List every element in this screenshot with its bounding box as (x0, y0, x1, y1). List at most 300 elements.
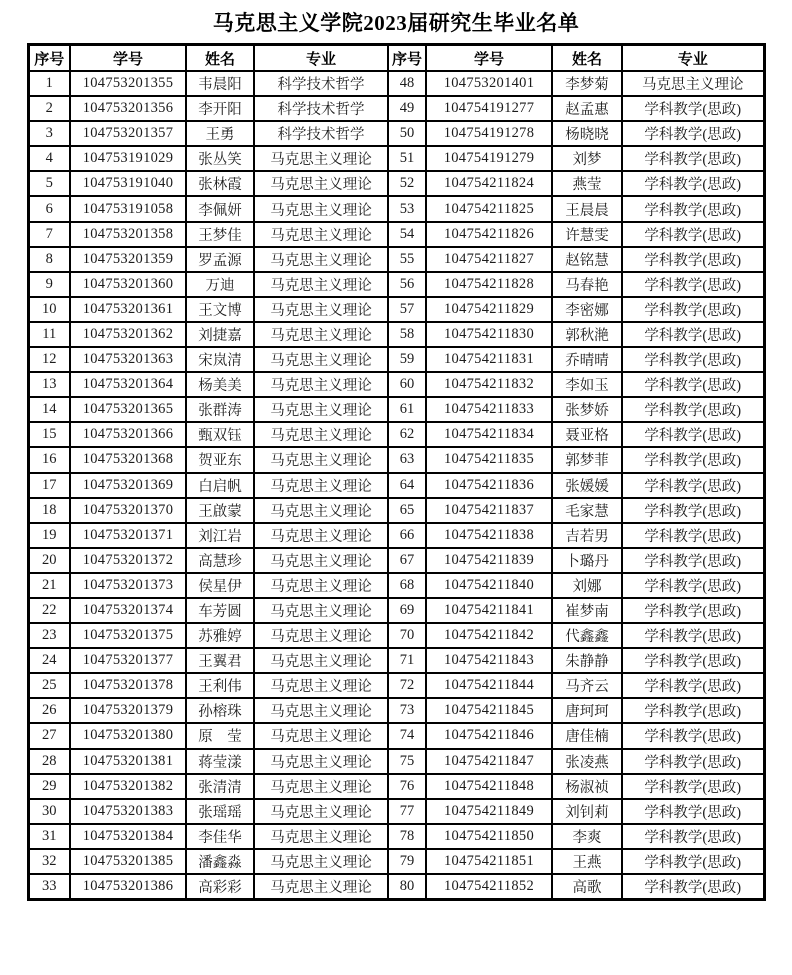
cell-name-right: 马春艳 (552, 272, 622, 297)
table-row (28, 824, 764, 849)
cell-student-id-left: 104753201380 (70, 723, 186, 748)
cell-seq-right: 65 (388, 498, 426, 523)
cell-name-left: 高彩彩 (186, 874, 254, 900)
cell-major-left: 马克思主义理论 (254, 297, 388, 322)
cell-student-id-left: 104753201360 (70, 272, 186, 297)
cell-student-id-left: 104753201371 (70, 523, 186, 548)
header-major-left: 专业 (254, 45, 388, 72)
cell-student-id-left: 104753201363 (70, 347, 186, 372)
cell-student-id-left: 104753201381 (70, 749, 186, 774)
cell-seq-right: 73 (388, 698, 426, 723)
table-row (28, 447, 764, 472)
cell-seq-left: 26 (28, 698, 70, 723)
table-row (28, 272, 764, 297)
cell-seq-right: 67 (388, 548, 426, 573)
cell-student-id-right: 104754211842 (426, 623, 552, 648)
cell-student-id-left: 104753201365 (70, 397, 186, 422)
cell-major-left: 马克思主义理论 (254, 447, 388, 472)
cell-major-right: 学科教学(思政) (622, 573, 764, 598)
cell-major-right: 学科教学(思政) (622, 272, 764, 297)
cell-seq-left: 31 (28, 824, 70, 849)
table-row (28, 874, 764, 900)
cell-student-id-right: 104754211827 (426, 247, 552, 272)
cell-student-id-left: 104753201356 (70, 96, 186, 121)
cell-name-left: 李佳华 (186, 824, 254, 849)
cell-seq-left: 9 (28, 272, 70, 297)
cell-name-right: 李爽 (552, 824, 622, 849)
cell-major-left: 马克思主义理论 (254, 749, 388, 774)
cell-major-right: 学科教学(思政) (622, 196, 764, 221)
cell-major-right: 学科教学(思政) (622, 347, 764, 372)
cell-name-left: 张清清 (186, 774, 254, 799)
cell-major-right: 学科教学(思政) (622, 297, 764, 322)
cell-major-right: 学科教学(思政) (622, 749, 764, 774)
cell-seq-right: 51 (388, 146, 426, 171)
cell-major-right: 学科教学(思政) (622, 171, 764, 196)
cell-student-id-right: 104754211843 (426, 648, 552, 673)
cell-major-left: 马克思主义理论 (254, 422, 388, 447)
cell-student-id-left: 104753201369 (70, 473, 186, 498)
table-header (28, 45, 764, 72)
cell-name-right: 许慧雯 (552, 222, 622, 247)
cell-name-left: 张瑶瑶 (186, 799, 254, 824)
cell-major-left: 马克思主义理论 (254, 849, 388, 874)
cell-major-left: 科学技术哲学 (254, 96, 388, 121)
cell-seq-left: 5 (28, 171, 70, 196)
cell-seq-right: 74 (388, 723, 426, 748)
cell-seq-left: 1 (28, 71, 70, 96)
table-row (28, 498, 764, 523)
cell-name-left: 贺亚东 (186, 447, 254, 472)
cell-student-id-left: 104753201359 (70, 247, 186, 272)
cell-seq-left: 7 (28, 222, 70, 247)
cell-name-left: 王梦佳 (186, 222, 254, 247)
cell-major-right: 学科教学(思政) (622, 648, 764, 673)
cell-name-right: 刘钊莉 (552, 799, 622, 824)
cell-seq-right: 70 (388, 623, 426, 648)
cell-name-left: 李佩妍 (186, 196, 254, 221)
cell-seq-right: 69 (388, 598, 426, 623)
cell-student-id-left: 104753201358 (70, 222, 186, 247)
cell-student-id-right: 104754211844 (426, 673, 552, 698)
cell-major-right: 学科教学(思政) (622, 372, 764, 397)
cell-major-left: 马克思主义理论 (254, 774, 388, 799)
cell-student-id-left: 104753201364 (70, 372, 186, 397)
cell-student-id-left: 104753201385 (70, 849, 186, 874)
cell-major-left: 马克思主义理论 (254, 648, 388, 673)
cell-seq-right: 78 (388, 824, 426, 849)
cell-seq-left: 25 (28, 673, 70, 698)
cell-student-id-left: 104753201382 (70, 774, 186, 799)
cell-name-right: 唐珂珂 (552, 698, 622, 723)
table-row (28, 749, 764, 774)
cell-major-left: 马克思主义理论 (254, 473, 388, 498)
cell-name-left: 王翼君 (186, 648, 254, 673)
cell-student-id-right: 104754211848 (426, 774, 552, 799)
cell-major-right: 学科教学(思政) (622, 874, 764, 900)
cell-major-right: 马克思主义理论 (622, 71, 764, 96)
cell-seq-left: 10 (28, 297, 70, 322)
cell-student-id-right: 104754211828 (426, 272, 552, 297)
cell-major-left: 马克思主义理论 (254, 347, 388, 372)
cell-name-right: 李梦菊 (552, 71, 622, 96)
cell-major-right: 学科教学(思政) (622, 146, 764, 171)
cell-major-right: 学科教学(思政) (622, 623, 764, 648)
cell-name-left: 宋岚清 (186, 347, 254, 372)
cell-name-left: 车芳圆 (186, 598, 254, 623)
cell-seq-left: 14 (28, 397, 70, 422)
cell-major-right: 学科教学(思政) (622, 698, 764, 723)
cell-name-right: 刘梦 (552, 146, 622, 171)
cell-name-left: 杨美美 (186, 372, 254, 397)
cell-student-id-right: 104754211839 (426, 548, 552, 573)
cell-name-right: 杨淑祯 (552, 774, 622, 799)
cell-name-right: 代鑫鑫 (552, 623, 622, 648)
cell-name-left: 万迪 (186, 272, 254, 297)
cell-seq-right: 68 (388, 573, 426, 598)
cell-name-left: 孙榕珠 (186, 698, 254, 723)
cell-seq-left: 20 (28, 548, 70, 573)
cell-seq-left: 6 (28, 196, 70, 221)
cell-major-right: 学科教学(思政) (622, 447, 764, 472)
table-row (28, 422, 764, 447)
cell-seq-left: 12 (28, 347, 70, 372)
header-major-right: 专业 (622, 45, 764, 72)
cell-major-left: 马克思主义理论 (254, 824, 388, 849)
cell-seq-left: 29 (28, 774, 70, 799)
cell-seq-left: 30 (28, 799, 70, 824)
cell-seq-left: 15 (28, 422, 70, 447)
cell-major-left: 马克思主义理论 (254, 874, 388, 900)
cell-seq-left: 32 (28, 849, 70, 874)
cell-name-right: 燕莹 (552, 171, 622, 196)
cell-major-right: 学科教学(思政) (622, 121, 764, 146)
cell-name-left: 王勇 (186, 121, 254, 146)
cell-student-id-right: 104754211830 (426, 322, 552, 347)
table-body (28, 71, 764, 900)
cell-major-right: 学科教学(思政) (622, 222, 764, 247)
cell-student-id-right: 104754191279 (426, 146, 552, 171)
cell-major-right: 学科教学(思政) (622, 473, 764, 498)
cell-student-id-left: 104753191058 (70, 196, 186, 221)
cell-seq-right: 63 (388, 447, 426, 472)
cell-major-left: 马克思主义理论 (254, 196, 388, 221)
cell-student-id-left: 104753201384 (70, 824, 186, 849)
cell-seq-left: 19 (28, 523, 70, 548)
cell-name-right: 王燕 (552, 849, 622, 874)
cell-name-right: 张凌燕 (552, 749, 622, 774)
cell-name-right: 杨晓晓 (552, 121, 622, 146)
cell-major-right: 学科教学(思政) (622, 824, 764, 849)
cell-seq-right: 52 (388, 171, 426, 196)
cell-name-right: 赵铭慧 (552, 247, 622, 272)
cell-name-right: 郭梦菲 (552, 447, 622, 472)
cell-seq-left: 13 (28, 372, 70, 397)
table-row (28, 71, 764, 96)
cell-seq-right: 56 (388, 272, 426, 297)
cell-name-left: 王文博 (186, 297, 254, 322)
cell-major-left: 马克思主义理论 (254, 698, 388, 723)
cell-student-id-left: 104753201366 (70, 422, 186, 447)
table-row (28, 196, 764, 221)
cell-student-id-right: 104754211840 (426, 573, 552, 598)
cell-name-left: 甄双钰 (186, 422, 254, 447)
cell-name-left: 王利伟 (186, 673, 254, 698)
cell-name-right: 王晨晨 (552, 196, 622, 221)
cell-name-left: 蒋莹漾 (186, 749, 254, 774)
cell-name-left: 张丛笑 (186, 146, 254, 171)
cell-name-left: 王啟蒙 (186, 498, 254, 523)
cell-major-left: 马克思主义理论 (254, 723, 388, 748)
cell-seq-right: 53 (388, 196, 426, 221)
cell-major-right: 学科教学(思政) (622, 548, 764, 573)
table-row (28, 723, 764, 748)
cell-name-right: 毛家慧 (552, 498, 622, 523)
cell-major-right: 学科教学(思政) (622, 397, 764, 422)
cell-seq-left: 8 (28, 247, 70, 272)
cell-major-right: 学科教学(思政) (622, 598, 764, 623)
cell-name-left: 侯星伊 (186, 573, 254, 598)
cell-name-right: 聂亚格 (552, 422, 622, 447)
table-row (28, 121, 764, 146)
cell-name-left: 李开阳 (186, 96, 254, 121)
cell-major-right: 学科教学(思政) (622, 723, 764, 748)
cell-seq-right: 72 (388, 673, 426, 698)
cell-seq-right: 77 (388, 799, 426, 824)
table-row (28, 598, 764, 623)
cell-seq-left: 28 (28, 749, 70, 774)
cell-student-id-right: 104754211836 (426, 473, 552, 498)
cell-student-id-left: 104753201357 (70, 121, 186, 146)
cell-seq-right: 55 (388, 247, 426, 272)
cell-major-right: 学科教学(思政) (622, 322, 764, 347)
cell-seq-left: 23 (28, 623, 70, 648)
cell-name-right: 张梦娇 (552, 397, 622, 422)
cell-student-id-right: 104754211825 (426, 196, 552, 221)
cell-major-left: 马克思主义理论 (254, 623, 388, 648)
table-row (28, 523, 764, 548)
cell-student-id-left: 104753201386 (70, 874, 186, 900)
cell-seq-right: 66 (388, 523, 426, 548)
cell-student-id-right: 104754211852 (426, 874, 552, 900)
cell-student-id-left: 104753201361 (70, 297, 186, 322)
cell-seq-left: 16 (28, 447, 70, 472)
cell-student-id-right: 104754211834 (426, 422, 552, 447)
header-name-left: 姓名 (186, 45, 254, 72)
cell-major-right: 学科教学(思政) (622, 523, 764, 548)
cell-major-right: 学科教学(思政) (622, 849, 764, 874)
cell-student-id-right: 104754211845 (426, 698, 552, 723)
cell-student-id-left: 104753201378 (70, 673, 186, 698)
cell-seq-right: 75 (388, 749, 426, 774)
cell-student-id-left: 104753201368 (70, 447, 186, 472)
cell-student-id-right: 104754211835 (426, 447, 552, 472)
cell-student-id-right: 104754211833 (426, 397, 552, 422)
table-row (28, 698, 764, 723)
cell-seq-right: 62 (388, 422, 426, 447)
table-row (28, 397, 764, 422)
cell-student-id-left: 104753201375 (70, 623, 186, 648)
cell-student-id-right: 104754211831 (426, 347, 552, 372)
table-row (28, 648, 764, 673)
cell-name-left: 苏雅婷 (186, 623, 254, 648)
cell-student-id-right: 104754211838 (426, 523, 552, 548)
cell-seq-right: 57 (388, 297, 426, 322)
table-row (28, 96, 764, 121)
cell-major-right: 学科教学(思政) (622, 498, 764, 523)
header-row (28, 45, 764, 72)
cell-name-right: 唐佳楠 (552, 723, 622, 748)
cell-seq-left: 33 (28, 874, 70, 900)
table-row (28, 548, 764, 573)
cell-name-right: 郭秋滟 (552, 322, 622, 347)
cell-student-id-right: 104754211832 (426, 372, 552, 397)
cell-name-right: 朱静静 (552, 648, 622, 673)
table-row (28, 623, 764, 648)
cell-seq-right: 54 (388, 222, 426, 247)
cell-major-left: 马克思主义理论 (254, 322, 388, 347)
table-row (28, 247, 764, 272)
table-row (28, 849, 764, 874)
cell-name-left: 刘捷嘉 (186, 322, 254, 347)
graduate-roster-table (27, 43, 766, 901)
cell-name-right: 高歌 (552, 874, 622, 900)
cell-seq-left: 22 (28, 598, 70, 623)
table-row (28, 171, 764, 196)
cell-major-left: 马克思主义理论 (254, 146, 388, 171)
table-row (28, 774, 764, 799)
cell-student-id-left: 104753201373 (70, 573, 186, 598)
cell-student-id-left: 104753191040 (70, 171, 186, 196)
cell-name-right: 赵孟惠 (552, 96, 622, 121)
cell-name-left: 罗孟源 (186, 247, 254, 272)
cell-student-id-left: 104753201379 (70, 698, 186, 723)
cell-seq-left: 3 (28, 121, 70, 146)
cell-seq-left: 18 (28, 498, 70, 523)
cell-name-left: 潘鑫淼 (186, 849, 254, 874)
cell-name-left: 刘江岩 (186, 523, 254, 548)
cell-seq-left: 2 (28, 96, 70, 121)
cell-major-left: 马克思主义理论 (254, 799, 388, 824)
table-row (28, 573, 764, 598)
cell-seq-right: 80 (388, 874, 426, 900)
cell-student-id-right: 104754211824 (426, 171, 552, 196)
cell-major-right: 学科教学(思政) (622, 774, 764, 799)
page-title: 马克思主义学院2023届研究生毕业名单 (212, 11, 580, 35)
header-student-id-right: 学号 (426, 45, 552, 72)
cell-name-left: 原 莹 (186, 723, 254, 748)
cell-name-right: 李密娜 (552, 297, 622, 322)
cell-student-id-left: 104753201372 (70, 548, 186, 573)
cell-major-left: 马克思主义理论 (254, 523, 388, 548)
header-seq-left: 序号 (28, 45, 70, 72)
cell-major-left: 马克思主义理论 (254, 598, 388, 623)
cell-student-id-right: 104754191278 (426, 121, 552, 146)
cell-seq-right: 50 (388, 121, 426, 146)
cell-name-right: 刘娜 (552, 573, 622, 598)
cell-seq-right: 64 (388, 473, 426, 498)
cell-major-left: 科学技术哲学 (254, 71, 388, 96)
cell-name-left: 张林霞 (186, 171, 254, 196)
table-row (28, 146, 764, 171)
cell-student-id-left: 104753191029 (70, 146, 186, 171)
cell-major-left: 马克思主义理论 (254, 573, 388, 598)
cell-seq-right: 61 (388, 397, 426, 422)
cell-seq-left: 21 (28, 573, 70, 598)
cell-seq-right: 76 (388, 774, 426, 799)
cell-major-left: 马克思主义理论 (254, 222, 388, 247)
cell-name-right: 李如玉 (552, 372, 622, 397)
cell-major-left: 马克思主义理论 (254, 272, 388, 297)
cell-name-right: 张媛媛 (552, 473, 622, 498)
cell-student-id-left: 104753201355 (70, 71, 186, 96)
cell-seq-right: 60 (388, 372, 426, 397)
cell-student-id-right: 104754211846 (426, 723, 552, 748)
cell-name-right: 马齐云 (552, 673, 622, 698)
table-row (28, 222, 764, 247)
cell-major-left: 马克思主义理论 (254, 673, 388, 698)
cell-name-right: 崔梦南 (552, 598, 622, 623)
cell-student-id-left: 104753201362 (70, 322, 186, 347)
cell-major-left: 马克思主义理论 (254, 397, 388, 422)
cell-major-right: 学科教学(思政) (622, 799, 764, 824)
cell-seq-left: 11 (28, 322, 70, 347)
cell-seq-left: 4 (28, 146, 70, 171)
cell-student-id-right: 104754211847 (426, 749, 552, 774)
cell-student-id-right: 104754211851 (426, 849, 552, 874)
cell-seq-left: 17 (28, 473, 70, 498)
cell-student-id-right: 104754211849 (426, 799, 552, 824)
cell-major-left: 马克思主义理论 (254, 498, 388, 523)
cell-major-right: 学科教学(思政) (622, 422, 764, 447)
cell-seq-right: 79 (388, 849, 426, 874)
cell-major-right: 学科教学(思政) (622, 673, 764, 698)
cell-seq-right: 48 (388, 71, 426, 96)
table-row (28, 347, 764, 372)
cell-student-id-right: 104754211841 (426, 598, 552, 623)
cell-major-left: 马克思主义理论 (254, 247, 388, 272)
cell-name-left: 高慧珍 (186, 548, 254, 573)
cell-seq-right: 71 (388, 648, 426, 673)
cell-major-right: 学科教学(思政) (622, 96, 764, 121)
cell-seq-right: 49 (388, 96, 426, 121)
table-row (28, 799, 764, 824)
cell-seq-left: 24 (28, 648, 70, 673)
cell-name-left: 白启帆 (186, 473, 254, 498)
table-row (28, 297, 764, 322)
cell-major-left: 马克思主义理论 (254, 171, 388, 196)
cell-student-id-left: 104753201377 (70, 648, 186, 673)
cell-major-left: 马克思主义理论 (254, 548, 388, 573)
header-student-id-left: 学号 (70, 45, 186, 72)
cell-student-id-left: 104753201374 (70, 598, 186, 623)
header-seq-right: 序号 (388, 45, 426, 72)
cell-name-left: 韦晨阳 (186, 71, 254, 96)
cell-student-id-right: 104754211850 (426, 824, 552, 849)
cell-student-id-right: 104753201401 (426, 71, 552, 96)
cell-name-left: 张群涛 (186, 397, 254, 422)
cell-name-right: 卜璐丹 (552, 548, 622, 573)
cell-major-left: 马克思主义理论 (254, 372, 388, 397)
cell-seq-right: 58 (388, 322, 426, 347)
cell-student-id-left: 104753201370 (70, 498, 186, 523)
cell-student-id-right: 104754211826 (426, 222, 552, 247)
header-name-right: 姓名 (552, 45, 622, 72)
table-row (28, 372, 764, 397)
cell-student-id-left: 104753201383 (70, 799, 186, 824)
cell-name-right: 吉若男 (552, 523, 622, 548)
table-row (28, 673, 764, 698)
